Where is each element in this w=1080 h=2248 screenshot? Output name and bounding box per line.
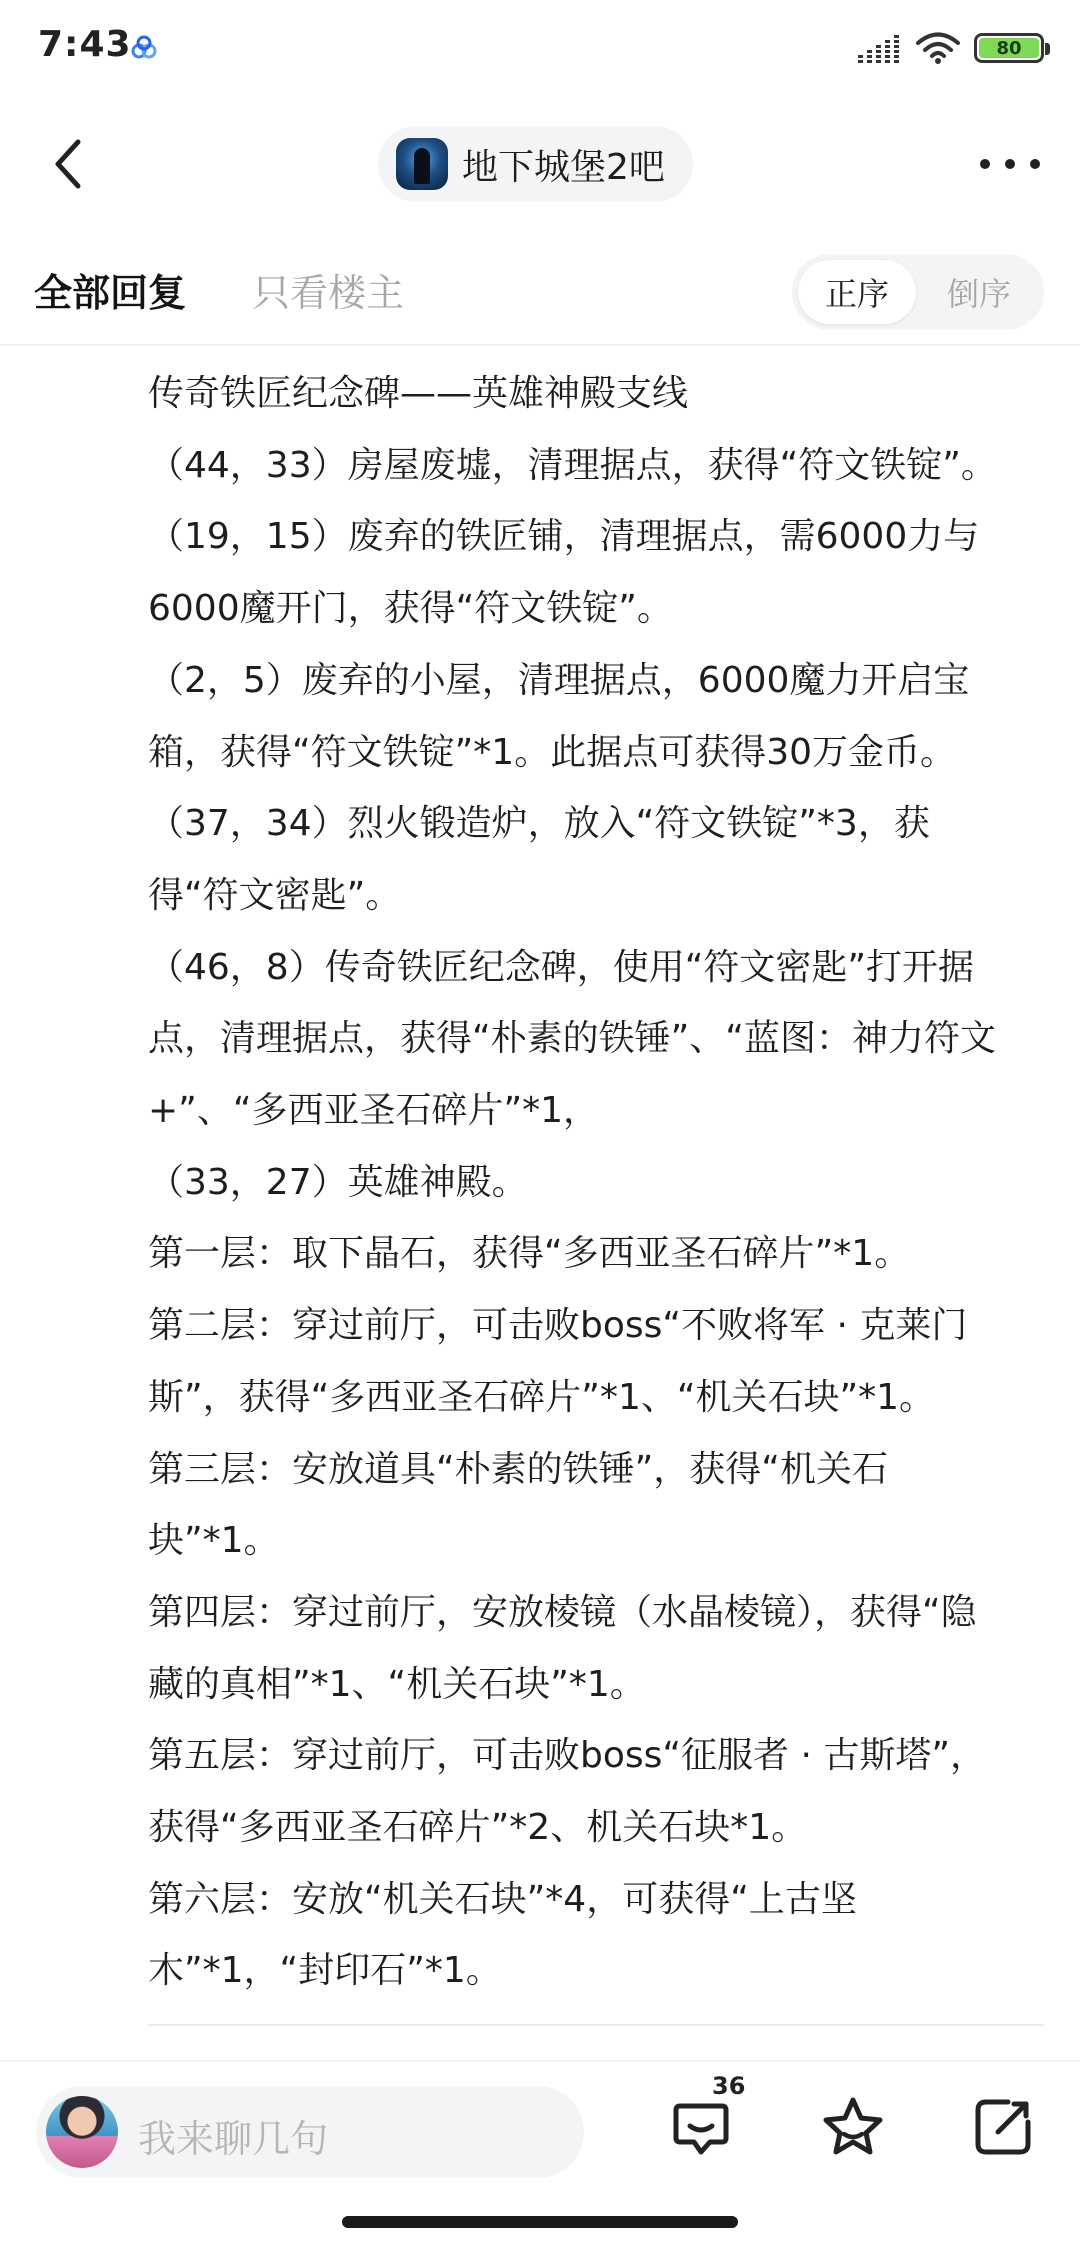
sort-ascending-button[interactable]: 正序 bbox=[798, 260, 916, 324]
post-line: （44，33）房屋废墟，清理据点，获得“符文铁锭”。 bbox=[148, 444, 997, 486]
sort-order-toggle bbox=[792, 254, 1044, 330]
chevron-left-icon[interactable] bbox=[40, 134, 100, 194]
reply-placeholder: 我来聊几句 bbox=[138, 2117, 329, 2161]
post-line: 第二层：穿过前厅，可击败boss“不败将军 · 克莱门 bbox=[148, 1305, 968, 1347]
post-line: 木”*1，“封印石”*1。 bbox=[148, 1950, 502, 1992]
post-line: （37，34）烈火锻造炉，放入“符文铁锭”*3，获 bbox=[148, 803, 930, 845]
post-line: 斯”，获得“多西亚圣石碎片”*1、“机关石块”*1。 bbox=[148, 1376, 936, 1418]
post-line: （46，8）传奇铁匠纪念碑，使用“符文密匙”打开据 bbox=[148, 946, 975, 988]
status-time: 7:43 bbox=[38, 24, 132, 65]
forum-name: 地下城堡2吧 bbox=[462, 146, 665, 188]
post-line: +”、“多西亚圣石碎片”*1， bbox=[148, 1090, 600, 1132]
star-icon[interactable] bbox=[818, 2092, 888, 2162]
post-line: 箱，获得“符文铁锭”*1。此据点可获得30万金币。 bbox=[148, 731, 957, 773]
post-line: 得“符文密匙”。 bbox=[148, 874, 402, 916]
avatar[interactable] bbox=[46, 2096, 118, 2168]
signal-icon bbox=[858, 33, 902, 63]
home-indicator[interactable] bbox=[342, 2216, 738, 2228]
forum-title-button[interactable] bbox=[378, 126, 693, 202]
post-line: 第六层：安放“机关石块”*4，可获得“上古坚 bbox=[148, 1878, 857, 1920]
app-notification-icon bbox=[130, 34, 158, 62]
post-line: 藏的真相”*1、“机关石块”*1。 bbox=[148, 1663, 646, 1705]
bottom-action-bar bbox=[0, 2062, 1080, 2212]
post-line: （2，5）废弃的小屋，清理据点，6000魔力开启宝 bbox=[148, 659, 970, 701]
post-line: （19，15）废弃的铁匠铺，清理据点，需6000力与 bbox=[148, 516, 980, 558]
status-bar bbox=[0, 0, 1080, 96]
tab-op-only[interactable]: 只看楼主 bbox=[252, 271, 405, 315]
post-line: （33，27）英雄神殿。 bbox=[148, 1161, 528, 1203]
reply-filter-tabs bbox=[0, 250, 1080, 340]
post-line: 6000魔开门，获得“符文铁锭”。 bbox=[148, 588, 673, 630]
post-line: 第四层：穿过前厅，安放棱镜（水晶棱镜），获得“隐 bbox=[148, 1591, 977, 1633]
comment-count-badge: 36 bbox=[712, 2072, 746, 2100]
nav-bar bbox=[0, 110, 1080, 218]
divider bbox=[0, 344, 1080, 346]
tab-all-replies[interactable]: 全部回复 bbox=[34, 271, 187, 315]
post-line: 第一层：取下晶石，获得“多西亚圣石碎片”*1。 bbox=[148, 1233, 911, 1275]
post-line: 第五层：穿过前厅，可击败boss“征服者 · 古斯塔”， bbox=[148, 1735, 987, 1777]
post-line: 传奇铁匠纪念碑——英雄神殿支线 bbox=[148, 373, 689, 414]
more-dots-icon[interactable] bbox=[980, 140, 1040, 188]
comment-icon[interactable] bbox=[666, 2092, 736, 2162]
status-icons bbox=[858, 28, 1044, 68]
sort-descending-button[interactable]: 倒序 bbox=[946, 275, 1011, 313]
post-line: 第三层：安放道具“朴素的铁锤”，获得“机关石 bbox=[148, 1448, 888, 1490]
post-content bbox=[148, 358, 1048, 2007]
share-icon[interactable] bbox=[968, 2092, 1038, 2162]
reply-input[interactable] bbox=[36, 2086, 584, 2178]
post-line: 块”*1。 bbox=[148, 1520, 280, 1562]
battery-level: 80 bbox=[979, 38, 1039, 58]
wifi-icon bbox=[916, 32, 960, 64]
forum-avatar bbox=[396, 138, 448, 190]
battery-icon bbox=[974, 33, 1044, 63]
post-line: 点，清理据点，获得“朴素的铁锤”、“蓝图：神力符文 bbox=[148, 1018, 996, 1060]
divider bbox=[148, 2024, 1044, 2026]
post-line: 获得“多西亚圣石碎片”*2、机关石块*1。 bbox=[148, 1807, 808, 1849]
